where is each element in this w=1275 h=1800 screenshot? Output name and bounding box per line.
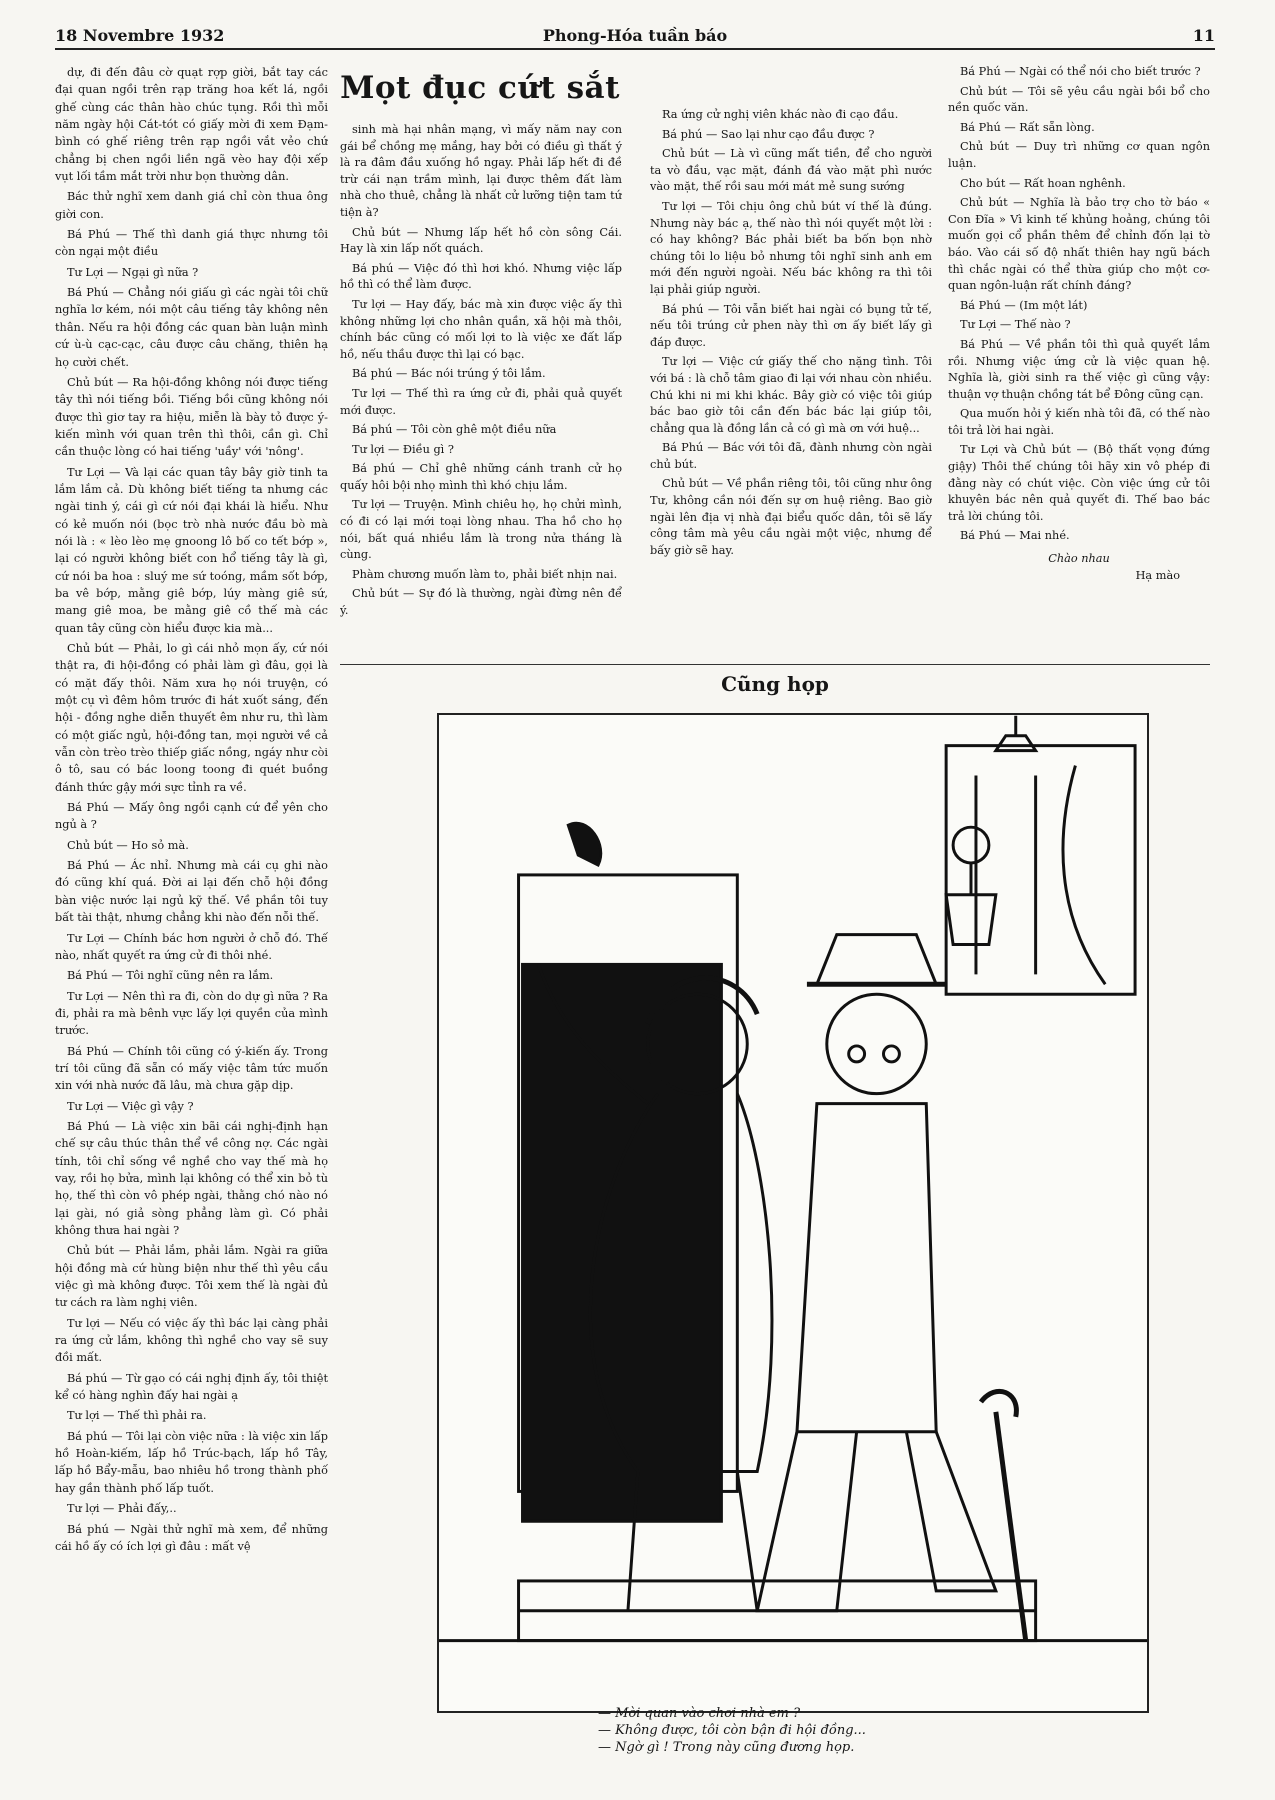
column-3 [650,107,932,662]
dark-doorway [523,964,722,1521]
paragraph: Tư lợi — Nếu có việc ấy thì bác lại càng phải ra ứng cử lắm, không thì nghề cho vay sẽ suy đồi mất. [55,1316,328,1365]
paragraph: Bá Phú — Tôi nghĩ cũng nên ra lắm. [67,969,274,983]
paragraph: Bá Phú — Mai nhé. [960,529,1070,543]
flower-pot [946,895,996,945]
man-suit [797,1104,936,1432]
paragraph: Tư Lợi — Việc gì vậy ? [67,1099,194,1113]
paragraph: Bá Phú — (Im một lát) [960,298,1088,312]
paragraph: Bá phú — Chỉ ghê những cánh tranh cử họ quấy hôi bội nhọ mình thì khó chịu lắm. [340,462,622,492]
paragraph: Chủ bút — Ho sỏ mà. [67,838,189,852]
paragraph: Phàm chương muốn làm to, phải biết nhịn nai. [352,567,618,581]
paragraph: Chủ bút — Duy trì những cơ quan ngôn luận. [948,140,1210,170]
paragraph: Bá phú — Từ gạo có cái nghị định ấy, tôi thiệt kể có hàng nghìn đấy hai ngài ạ [55,1371,328,1403]
dialog-line-1: — Mời quan vào chơi nhà em ? [598,1706,801,1721]
wall-lamp [568,823,600,865]
dialog-line-3: — Ngờ gì ! Trong này cũng đương họp. [598,1740,855,1755]
man-hat [817,935,936,985]
paragraph: Tư lợi — Điều gì ? [352,442,454,456]
section-divider [340,664,1210,665]
cartoon-illustration [437,713,1149,1713]
paragraph: Bá Phú — Thế thì danh giá thực nhưng tôi còn ngại một điều [55,228,328,259]
paragraph: Tư lợi — Hay đấy, bác mà xin được việc ấy thì không những lợi cho nhân quần, xã hội mà thôi, chính bác cũng có mối lợi to là việc xe đất lấp hồ, nếu thầu được thì lại có bạc. [340,297,622,361]
paragraph: Tư Lợi — Nên thì ra đi, còn do dự gì nữa ? Ra đi, phải ra mà bênh vực lấy lợi quyền của mình trước. [55,989,328,1038]
paragraph: Bá Phú — Là việc xin bãi cái nghị-định hạn chế sự câu thúc thân thể về công nợ. Các ngài tính, tôi chỉ sống về nghề cho vay thế mà họ vay, rồi họ bửa, mình lại không có thể xin bỏ tù họ, thế thì còn vô phép ngài, thằng chó nào nó lại gài, nó giả sòng phẳng làm gì. Có phải không thưa hai ngài ? [55,1119,328,1237]
paragraph: Bá phú — Tôi lại còn việc nữa : là việc xin lấp hồ Hoàn-kiếm, lấp hồ Trúc-bạch, lấp hồ Tây, lấp hồ Bẩy-mẫu, bao nhiêu hồ trong thành phố hay gần thành phố lấp tuốt. [55,1429,328,1495]
glasses [849,1046,865,1062]
paragraph: Bá Phú — Ác nhỉ. Nhưng mà cái cụ ghi nào đó cũng khí quá. Đời ai lại đến chỗ hội đồng bàn việc nước lại ngủ kỹ thế. Về phần tôi tuy bất tài thật, nhưng chẳng khi nào đến nỗi thế. [55,859,328,925]
paragraph: Chủ bút — Là vì cũng mất tiền, để cho người ta vò đầu, vạc mặt, đánh đá vào mặt phì nước vào mặt, thế rồi sau mới mát mẻ sung sướng [650,147,932,194]
paragraph: dự, đi đến đâu cờ quạt rợp giời, bắt tay các đại quan ngồi trên rạp trăng hoa kết lá, ngồi ghế cùng các thân hào chúc tụng. Rồi thì mỗi năm ngày hội Cát-tót có giấy mời đi xem Đạm-bình có ghế riêng trên rạp ngồi vắt vẻo chứ chẳng bị chen ngồi liền ngã vèo hay đội xếp vụt lối tầm mắt trời như bọn thường dân. [55,66,328,184]
paragraph: Bá Phú — Mấy ông ngồi cạnh cứ để yên cho ngủ à ? [55,801,328,832]
paragraph: Bá phú — Tôi còn ghê một điều nữa [352,423,557,437]
paragraph: Chủ bút — Phải lắm, phải lắm. Ngài ra giữa hội đồng mà cứ hùng biện như thế thì yêu cầu việc gì mà không được. Tôi xem thế là ngài đủ tư cách ra làm nghị viên. [55,1244,328,1310]
paragraph: Chủ bút — Nhưng lấp hết hồ còn sông Cái. Hay là xin lấp nốt quách. [340,225,622,256]
paragraph: Ra ứng cử nghị viên khác nào đi cạo đầu. [662,108,899,121]
paragraph: Bá Phú — Ngài có thể nói cho biết trước ? [960,65,1201,78]
header-rule [55,48,1215,50]
paragraph: Bác thử nghĩ xem danh giá chỉ còn thua ông giời con. [55,190,328,221]
paragraph: Tư lợi — Việc cứ giấy thế cho nặng tình. Tôi với bá : là chỗ tâm giao đi lại với nhau còn nhiều. Chú khi ni mi khi khác. Bây giờ có việc tôi giúp bác bao giờ tôi cần đến bác bác lại giúp tôi, chẳng qua là đồng lần cả có gì mà ơn với huệ... [650,355,932,435]
paragraph: Bá phú — Ngài thử nghĩ mà xem, để những cái hồ ấy có ích lợi gì đâu : mất vệ [55,1522,328,1553]
article-title: Mọt đục cứt sắt [340,70,620,106]
author-signature: Hạ mào [1135,568,1180,582]
paragraph: Bá phú — Bác nói trúng ý tôi lắm. [352,367,546,381]
page-header [55,22,1215,48]
paragraph: Chủ bút — Phải, lo gì cái nhỏ mọn ấy, cứ nói thật ra, đi hội-đồng có phải làm gì đâu, gọi là có mặt đấy thôi. Năm xưa họ nói truyện, có một cụ vì đêm hôm trước đi hát xuốt sáng, đến hội - đồng nghe diễn thuyết êm như ru, thì làm có một giấc ngủ, hội-đồng tan, mọi người về cả vẫn còn trèo trèo thiếp giấc nồng, ngáy như còi ô tô, sau có bác loong toong đi quét buồng đánh thức gậy mới sực tỉnh ra về. [55,642,328,794]
paragraph: Tư Lợi — Thế nào ? [960,318,1071,332]
flower [953,827,989,863]
paragraph: Bá phú — Tôi vẫn biết hai ngài có bụng tử tế, nếu tôi trúng cử phen này thì ơn ấy biết lấy gì đáp được. [650,302,932,349]
column-4 [948,64,1210,664]
paragraph: Tư lợi — Tôi chịu ông chủ bút ví thế là đúng. Nhưng này bác ạ, thế nào thì nói quyết một lời : có hay không? Bác phải biết ba bốn bọn nhờ chúng tôi lo liệu bỏ nhưng tôi nghĩ sinh anh em mới đến người ngoài. Nếu bác không ra thì tôi lại phải giúp người. [650,199,932,296]
left-column [55,64,328,1770]
paragraph: Tư lợi — Thế thì phải ra. [67,1409,207,1423]
paragraph: Chủ bút — Sự đó là thường, ngài đừng nên để ý. [340,587,622,618]
paragraph: Chủ bút — Tôi sẽ yêu cầu ngài bồi bổ cho nền quốc văn. [948,84,1210,115]
cartoon-title: Cũng họp [721,672,829,696]
paragraph: Cho bút — Rất hoan nghênh. [960,176,1126,190]
paragraph: Bá Phú — Rất sẵn lòng. [960,120,1095,134]
paragraph: Bá Phú — Chính tôi cũng có ý-kiến ấy. Trong trí tôi cũng đã sẵn có mấy việc tâm tức muốn xin với nhà nước đã lâu, mà chưa gặp dịp. [55,1044,328,1093]
walking-cane [996,1412,1026,1641]
paragraph: Tư lợi — Thế thì ra ứng cử đi, phải quả quyết mới được. [340,386,622,417]
paragraph: Tư Lợi và Chủ bút — (Bộ thất vọng đứng giậy) Thôi thế chúng tôi hãy xin vô phép đi đằng này có chút việc. Còn việc ứng cử tôi khuyên bác nên quả quyết đi. Thế bao bác trả lời chúng tôi. [948,443,1210,523]
paragraph: Chủ bút — Ra hội-đồng không nói được tiếng tây thì nói tiếng bồi. Tiếng bồi cũng không nói được thì giơ tay ra hiệu, miễn là bày tỏ được ý-kiến mình với quan trên thì thôi, cần gì. Chỉ cần thuộc lòng có hai tiếng 'uầy' với 'nông'. [55,375,328,459]
column-2 [340,122,622,662]
paragraph: Chủ bút — Nghĩa là bảo trợ cho tờ báo « Con Đĩa » Vì kinh tế khủng hoảng, chúng tôi muốn gọi cổ phần thêm để chỉnh đốn lại tờ báo. Vào cái số độ nhất thiên hay ngũ bách thì chắc ngài có thể thừa giúp cho một cơ-quan ngôn-luận rất chính đáng? [948,196,1210,293]
paragraph: Tư Lợi — Ngại gì nữa ? [67,265,199,279]
paragraph: Chủ bút — Về phần riêng tôi, tôi cũng như ông Tư, không cần nói đến sự ơn huệ riêng. Bao giờ ngài lên địa vị nhà đại biểu quốc dân, tôi sẽ lấy công tâm mà yêu cầu ngài một việc, nhưng để bấy giờ sẽ hay. [650,477,932,557]
dialog-line-2: — Không được, tôi còn bận đi hội đồng... [598,1723,866,1738]
paragraph: Bá Phú — Bác với tôi đã, đành nhưng còn ngài chủ bút. [650,441,932,471]
paragraph: Qua muốn hỏi ý kiến nhà tôi đã, có thế nào tôi trả lời hai ngài. [948,407,1210,437]
paragraph: Bá phú — Sao lại như cạo đầu được ? [662,127,875,141]
paragraph: Tư Lợi — Và lại các quan tây bây giờ tinh ta lắm lắm cả. Dù không biết tiếng ta nhưng các ngài tinh ý, cái gì cứ nói đại khái là hiểu. Như có kẻ muốn nói (bọc trò nhà nước đầu bò mà nói là : « lèo lèo mẹ gnoong lô bố co tết bớp », lại có người không biết con hổ tiếng tây là gì, cứ nói ba hoa : sluý me sứ toóng, mầm sốt bớp, ba vê bớp, mằng giê bớp, lúy màng giê sứ, mang giê moa, be mằng giê cồ thế mà các quan tây cũng còn hiểu được kia mà... [55,465,328,635]
newspaper-name: Phong-Hóa tuần báo [542,26,728,45]
closing-line: Chào nhau [1048,552,1110,566]
paragraph: Tư lợi — Truyện. Mình chiêu họ, họ chửi mình, có đi có lại mới toại lòng nhau. Tha hồ cho họ nói, bất quá nhiều lắm là trong nửa tháng là cùng. [340,498,622,562]
man-legs [757,1432,996,1611]
paragraph: sinh mà hại nhân mạng, vì mấy năm nay con gái bể chồng mẹ mắng, hay bởi có điều gì thất ý là ra đâm đầu xuống hồ ngay. Phải lấp hết đi đề trừ cái nạn trầm mình, lại được thêm đất làm nhà cho thuê, chẳng là nhất cử lưỡng tiện tam tứ tiện à? [340,123,622,219]
man-head [827,994,926,1093]
page-number: 11 [1192,26,1215,45]
cartoon-dialog [598,1705,866,1756]
paragraph: Tư Lợi — Chính bác hơn người ở chỗ đó. Thế nào, nhất quyết ra ứng cử đi thôi nhé. [55,931,328,962]
paragraph: Bá Phú — Về phần tôi thì quả quyết lắm rồi. Nhưng việc ứng cử là việc quan hệ. Nghĩa là, giời sinh ra thế việc gì cũng vậy: thuận vợ thuận chồng tát bể Đông cũng cạn. [948,337,1210,401]
paragraph: Tư lợi — Phải đấy,.. [67,1502,177,1516]
paragraph: Bá phú — Việc đó thì hơi khó. Nhưng việc lấp hồ thì có thể làm được. [340,261,622,292]
paragraph: Bá Phú — Chẳng nói giấu gì các ngài tôi chữ nghĩa lơ kém, nói một câu tiếng tây không nên thân. Nếu ra hội đồng các quan bàn luận mình cứ ù-ù cạc-cạc, câu được câu chăng, thiên hạ họ cười chết. [55,286,328,369]
issue-date: 18 Novembre 1932 [55,26,225,45]
